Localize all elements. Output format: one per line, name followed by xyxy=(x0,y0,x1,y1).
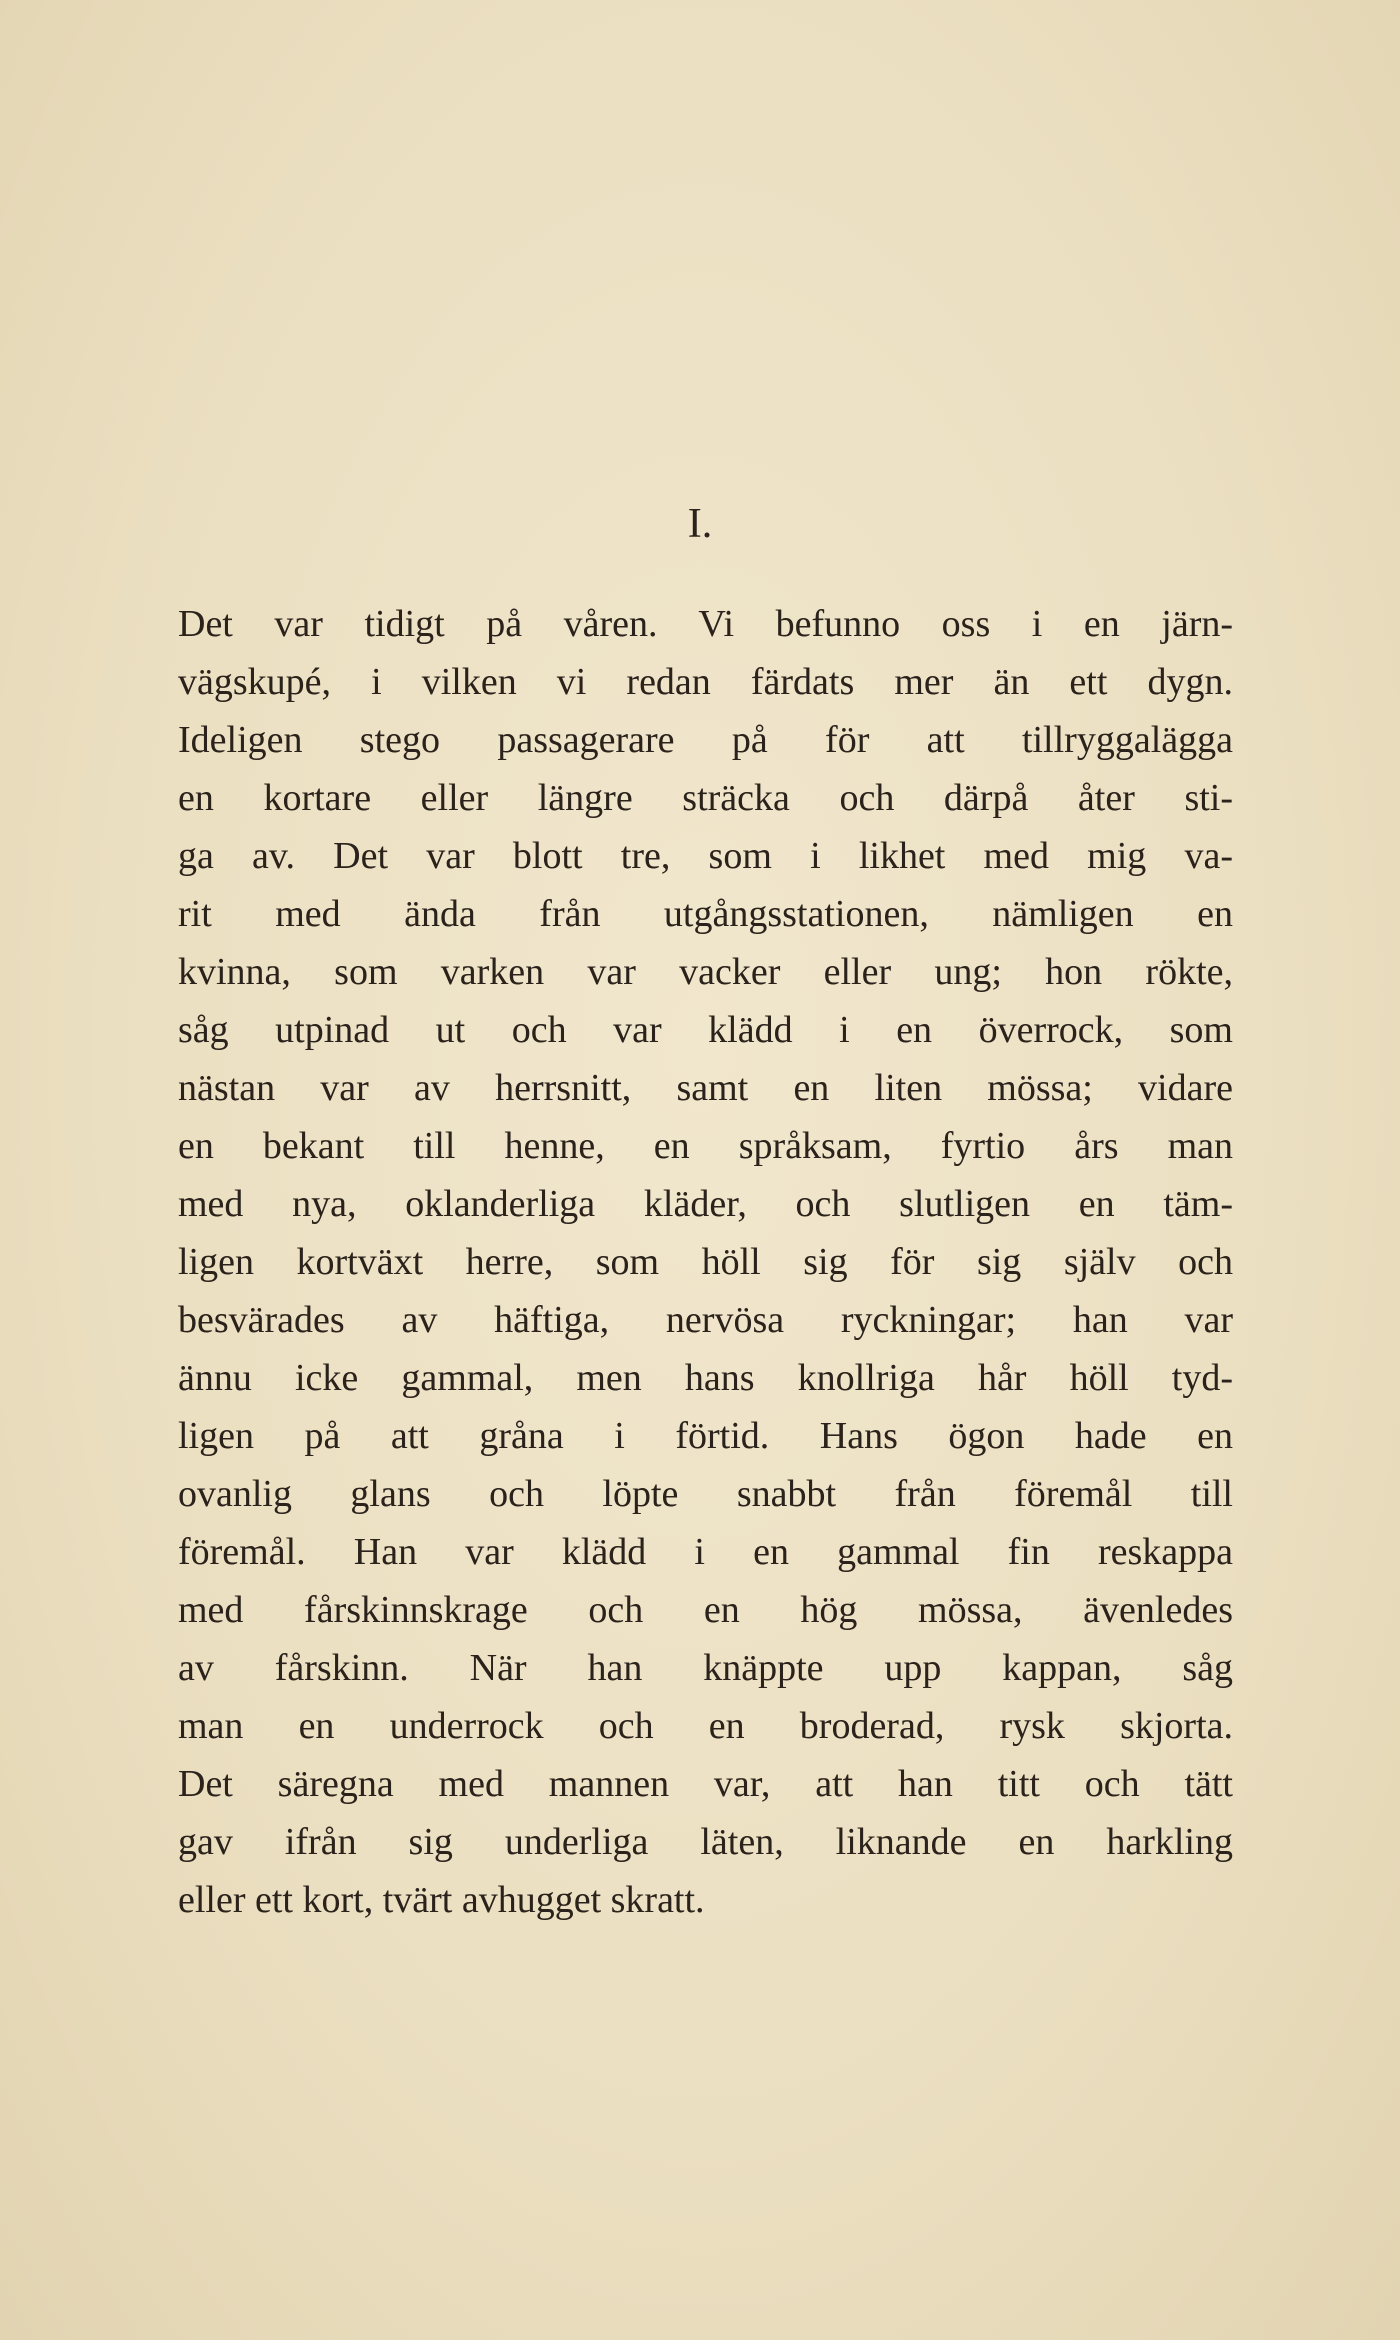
chapter-heading: I. xyxy=(687,501,713,547)
text-line: såg utpinad ut och var klädd i en överrock, som xyxy=(178,1009,1233,1051)
text-line: Det var tidigt på våren. Vi befunno oss i en järn- xyxy=(178,603,1233,645)
text-line: med nya, oklanderliga kläder, och slutligen en täm- xyxy=(178,1183,1233,1225)
paragraph xyxy=(178,595,1233,1929)
text-line: ännu icke gammal, men hans knollriga hår höll tyd- xyxy=(178,1357,1233,1399)
text-line: eller ett kort, tvärt avhugget skratt. xyxy=(178,1879,705,1921)
text-line: föremål. Han var klädd i en gammal fin reskappa xyxy=(178,1531,1233,1573)
text-line: en bekant till henne, en språksam, fyrtio års man xyxy=(178,1125,1233,1167)
text-line: en kortare eller längre sträcka och därpå åter sti- xyxy=(178,777,1233,819)
text-line: kvinna, som varken var vacker eller ung; hon rökte, xyxy=(178,951,1233,993)
text-line: av fårskinn. När han knäppte upp kappan, såg xyxy=(178,1647,1233,1689)
text-line: vägskupé, i vilken vi redan färdats mer än ett dygn. xyxy=(178,661,1233,703)
text-line: man en underrock och en broderad, rysk skjorta. xyxy=(178,1705,1233,1747)
text-line: med fårskinnskrage och en hög mössa, ävenledes xyxy=(178,1589,1233,1631)
text-line: rit med ända från utgångsstationen, nämligen en xyxy=(178,893,1233,935)
text-line: ligen kortväxt herre, som höll sig för sig själv och xyxy=(178,1241,1233,1283)
text-line: Det säregna med mannen var, att han titt och tätt xyxy=(178,1763,1233,1805)
text-line: ga av. Det var blott tre, som i likhet med mig va- xyxy=(178,835,1233,877)
text-line: ovanlig glans och löpte snabbt från föremål till xyxy=(178,1473,1233,1515)
text-line: nästan var av herrsnitt, samt en liten mössa; vidare xyxy=(178,1067,1233,1109)
text-line: ligen på att gråna i förtid. Hans ögon hade en xyxy=(178,1415,1233,1457)
text-line: Ideligen stego passagerare på för att tillryggalägga xyxy=(178,719,1233,761)
text-line: gav ifrån sig underliga läten, liknande en harkling xyxy=(178,1821,1233,1863)
text-line: besvärades av häftiga, nervösa ryckningar; han var xyxy=(178,1299,1233,1341)
